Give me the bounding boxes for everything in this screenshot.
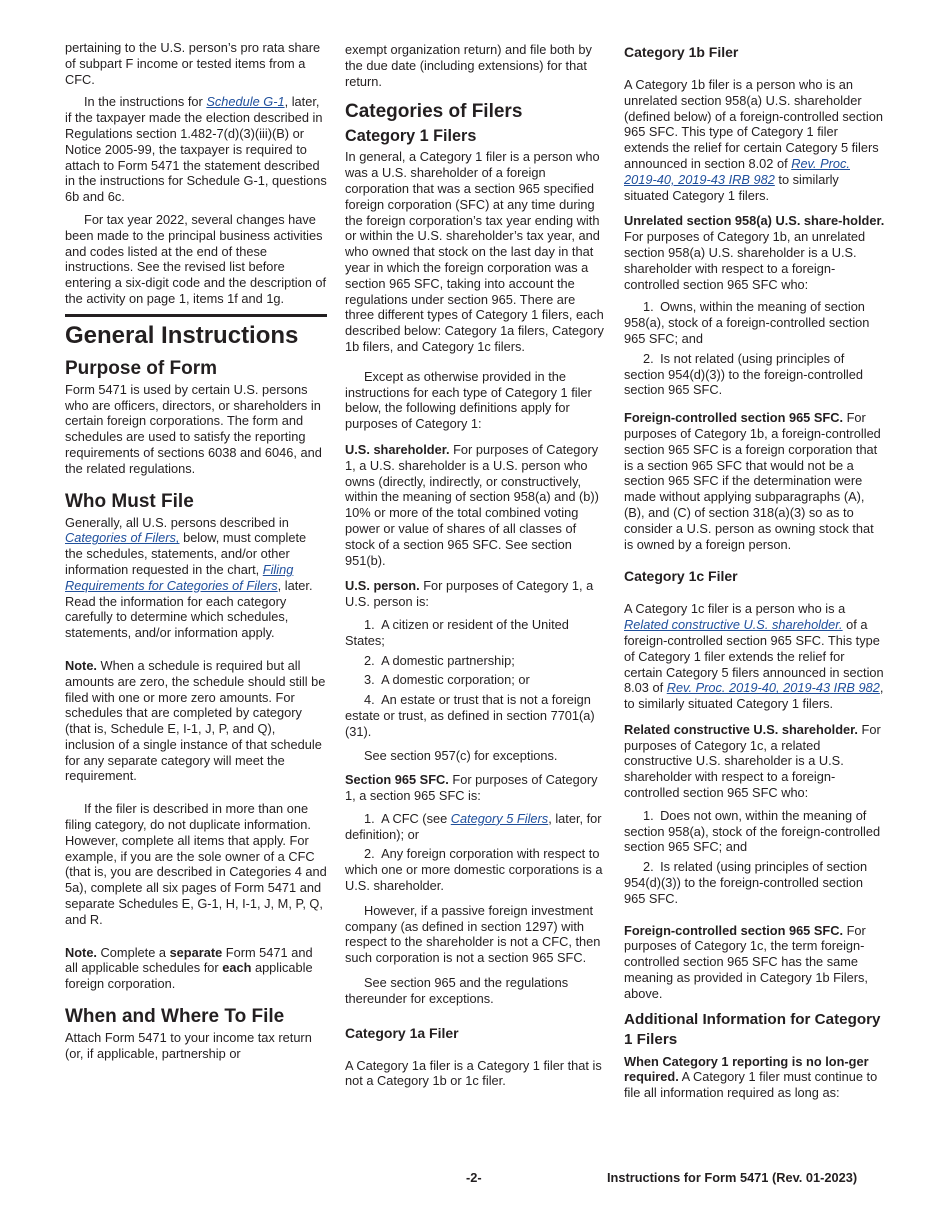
categories-of-filers-heading: Categories of Filers bbox=[345, 101, 523, 123]
paragraph bbox=[624, 77, 886, 203]
definition-label: U.S. person. bbox=[345, 578, 420, 594]
paragraph: Attach Form 5471 to your income tax return (or, if applicable, partnership or bbox=[65, 1030, 312, 1061]
text: For purposes of Category 1c, the term foreign-controlled section 965 SFC has the same meaning as provided in Category 1b Filers, above. bbox=[624, 922, 868, 1001]
rev-proc-link[interactable]: Rev. Proc. 2019-40, 2019-43 IRB 982 bbox=[624, 155, 850, 187]
who-must-file-heading: Who Must File bbox=[65, 490, 194, 512]
text: For purposes of Category 1c, a related constructive U.S. shareholder is a U.S. shareholder with respect to a foreign-controlled section 965 SFC who: bbox=[624, 721, 881, 801]
category-1-filers-heading: Category 1 Filers bbox=[345, 127, 477, 146]
paragraph: exempt organization return) and file both by the due date (including extensions) for that return. bbox=[345, 42, 592, 89]
categories-of-filers-link[interactable]: Categories of Filers, bbox=[65, 530, 180, 546]
paragraph: In general, a Category 1 filer is a person who was a U.S. shareholder of a foreign corporation that was a section 965 specified foreign corporation (SFC) at any time during the foreign corporation’s tax year ending with or within the U.S. shareholder’s tax year, and who owned that stock on the last day in that year in which the foreign corporation was a section 965 SFC, taking into account the regulations under section 965. There are three different types of Category 1 filers, each described below: Category 1a filers, Category 1b filers, and Category 1c filers. bbox=[345, 149, 604, 354]
definition-label: Unrelated section 958(a) U.S. share-holder. bbox=[624, 213, 885, 229]
category-1b-heading: Category 1b Filer bbox=[624, 44, 739, 60]
paragraph: However, if a passive foreign investment company (as defined in section 1297) with respect to the shareholder is not a CFC, then such corporation is not a section 965 SFC. bbox=[345, 902, 601, 966]
text: In the instructions for bbox=[84, 94, 207, 110]
list-item: 1. A citizen or resident of the United States; bbox=[345, 616, 569, 648]
definition-paragraph bbox=[624, 1054, 886, 1101]
spacer bbox=[65, 791, 327, 801]
paragraph: See section 965 and the regulations thereunder for exceptions. bbox=[345, 975, 569, 1006]
paragraph: See section 957(c) for exceptions. bbox=[364, 748, 558, 764]
definition-label: Foreign-controlled section 965 SFC. bbox=[624, 410, 844, 426]
text: Form 5471 and all applicable schedules for bbox=[65, 944, 313, 976]
note-label: Note. bbox=[65, 944, 97, 960]
text: of a foreign-controlled section 965 SFC. This type of Category 1 filer extends the relief for certain Category 5 filers announced in section 8.03 of bbox=[624, 617, 884, 696]
note-paragraph bbox=[65, 658, 327, 784]
paragraph: For tax year 2022, several changes have been made to the principal business activities and codes listed at the end of these instructions. See the revised list before entering a six-digit code and the description of the activity on page 1, items 1f and 1g. bbox=[65, 211, 327, 306]
text: For purposes of Category 1, a U.S. shareholder is a U.S. person who owns (directly, indirectly, or constructively, within the meaning of section 958(a) and (b)) 10% or more of the total combined voting power or value of shares of all classes of stock of a section 965 SFC. See section 951(b). bbox=[345, 441, 599, 568]
text: Generally, all U.S. persons described in bbox=[65, 514, 289, 530]
text: , later. Read the information for each category carefully to determine which schedules, statements, and/or information apply. bbox=[65, 577, 313, 641]
definition-paragraph bbox=[624, 722, 886, 801]
definition-label: Foreign-controlled section 965 SFC. bbox=[624, 922, 844, 938]
note-paragraph bbox=[65, 945, 327, 992]
page-number: -2- bbox=[466, 1170, 482, 1185]
text: A Category 1b filer is a person who is an unrelated section 958(a) U.S. shareholder (defined below) of a foreign-controlled section 965 SFC. This type of Category 1 filer extends the relief for certain Category 5 filers announced in section 8.02 of bbox=[624, 77, 883, 171]
text: A Category 1c filer is a person who is a bbox=[624, 601, 846, 617]
schedule-g1-link[interactable]: Schedule G-1 bbox=[206, 94, 285, 110]
text: applicable foreign corporation. bbox=[65, 960, 313, 992]
list-item: 2. Is not related (using principles of section 954(d)(3)) to the foreign-controlled section 965 SFC. bbox=[624, 350, 863, 398]
text: For purposes of Category 1b, an unrelated section 958(a) U.S. shareholder is a U.S. shareholder with respect to a foreign-controlled section 965 SFC who: bbox=[624, 229, 866, 292]
spacer bbox=[65, 648, 327, 658]
list-item: 2. Is related (using principles of section 954(d)(3)) to the foreign-controlled section 965 SFC. bbox=[624, 859, 868, 906]
paragraph: pertaining to the U.S. person’s pro rata share of subpart F income or tested items from a CFC. bbox=[65, 40, 321, 87]
definition-label: Section 965 SFC. bbox=[345, 772, 449, 788]
paragraph: If the filer is described in more than one filing category, do not duplicate information. However, complete all items that apply. For example, if you are the sole owner of a CFC (that is, you are described in Categories 4 and 5a), complete all six pages of Form 5471 and separate Schedules E, G-1, H, I-1, J, M, P, Q, and R. bbox=[65, 801, 327, 927]
bold-text: separate bbox=[169, 944, 223, 960]
definition-paragraph bbox=[624, 213, 886, 292]
additional-info-heading: Additional Information for Category 1 Filers bbox=[624, 1010, 881, 1048]
definition-label: When Category 1 reporting is no lon-ger required. bbox=[624, 1053, 869, 1085]
text: below, must complete the schedules, statements, and/or other information requested in the chart, bbox=[65, 530, 307, 577]
paragraph bbox=[624, 601, 886, 712]
text: , later, for definition); or bbox=[345, 810, 602, 842]
related-constructive-link[interactable]: Related constructive U.S. shareholder. bbox=[624, 617, 843, 633]
text: to similarly situated Category 1 filers. bbox=[624, 171, 839, 203]
text: , to similarly situated Category 1 filers. bbox=[624, 680, 884, 712]
paragraph bbox=[65, 515, 327, 641]
category-1c-heading: Category 1c Filer bbox=[624, 568, 738, 585]
when-and-where-heading: When and Where To File bbox=[65, 1006, 285, 1028]
definition-paragraph bbox=[345, 578, 607, 610]
paragraph: Form 5471 is used by certain U.S. persons who are officers, directors, or shareholders in certain foreign corporations. The form and schedules are used to satisfy the reporting requirements of sections 6038 and 6046, and the related regulations. bbox=[65, 381, 322, 476]
definition-paragraph bbox=[345, 772, 607, 804]
text: Complete a bbox=[97, 944, 170, 960]
text: A Category 1 filer must continue to file all information required as long as: bbox=[624, 1069, 878, 1101]
definition-paragraph bbox=[624, 410, 886, 552]
list-item: 2. Any foreign corporation with respect to which one or more domestic corporations is a U.S. shareholder. bbox=[345, 846, 603, 894]
text: For purposes of Category 1b, a foreign-controlled section 965 SFC is a foreign corporation that is a section 965 SFC that would not be a section 965 SFC if the determination were made without applying subparagraphs (A), (B), and (C) of section 318(a)(3) so as to consider a U.S. person as owning stock that is owned by a foreign person. bbox=[624, 410, 881, 552]
list-item bbox=[345, 811, 607, 843]
text: When a schedule is required but all amounts are zero, the schedule should still be filed with one or more zero amounts. For schedules that are completed by category (that is, Schedule E, I-1, J, P, and Q), inclusion of a single instance of that schedule for any separate category will meet the requirement. bbox=[65, 657, 326, 784]
category-5-filers-link[interactable]: Category 5 Filers bbox=[450, 810, 549, 826]
spacer bbox=[345, 362, 607, 369]
text: 1. A CFC (see bbox=[364, 810, 451, 826]
definition-label: Related constructive U.S. shareholder. bbox=[624, 721, 858, 737]
list-item: 3. A domestic corporation; or bbox=[364, 672, 530, 688]
bold-text: each bbox=[222, 960, 252, 976]
text: For purposes of Category 1, a section 965 SFC is: bbox=[345, 772, 598, 804]
category-1a-heading: Category 1a Filer bbox=[345, 1024, 459, 1041]
paragraph: Except as otherwise provided in the instructions for each type of Category 1 filer below, the following definitions apply for purposes of Category 1: bbox=[345, 368, 592, 432]
list-item: 4. An estate or trust that is not a foreign estate or trust, as defined in section 7701(a)(31). bbox=[345, 692, 595, 739]
definition-label: U.S. shareholder. bbox=[345, 441, 450, 457]
paragraph bbox=[65, 94, 327, 205]
paragraph: A Category 1a filer is a Category 1 filer that is not a Category 1b or 1c filer. bbox=[345, 1057, 602, 1089]
note-label: Note. bbox=[65, 657, 97, 673]
rev-proc-link[interactable]: Rev. Proc. 2019-40, 2019-43 IRB 982 bbox=[666, 680, 880, 696]
column-3 bbox=[624, 44, 886, 1108]
definition-paragraph bbox=[624, 923, 886, 1002]
list-item: 1. Owns, within the meaning of section 958(a), stock of a foreign-controlled section 965 SFC; and bbox=[624, 299, 870, 346]
general-instructions-heading: General Instructions bbox=[65, 314, 327, 350]
column-1 bbox=[65, 40, 327, 1069]
purpose-of-form-heading: Purpose of Form bbox=[65, 357, 218, 379]
text: , later, if the taxpayer made the election described in Regulations section 1.482-7(d)(3)(iii)(B) or Notice 2005-99, the taxpayer is required to attach to Form 5471 the statement described in the instructions for Schedule G-1, questions 6b and 6c. bbox=[65, 94, 327, 205]
text: For purposes of Category 1, a U.S. person is: bbox=[345, 578, 594, 610]
list-item: 1. Does not own, within the meaning of section 958(a), stock of the foreign-controlled section 965 SFC; and bbox=[624, 807, 881, 855]
spacer bbox=[65, 935, 327, 945]
footer-title: Instructions for Form 5471 (Rev. 01-2023) bbox=[607, 1170, 858, 1185]
column-2 bbox=[345, 42, 607, 1096]
definition-paragraph bbox=[345, 442, 607, 568]
list-item: 2. A domestic partnership; bbox=[364, 652, 515, 668]
filing-requirements-link[interactable]: Filing Requirements for Categories of Filers bbox=[65, 561, 294, 593]
